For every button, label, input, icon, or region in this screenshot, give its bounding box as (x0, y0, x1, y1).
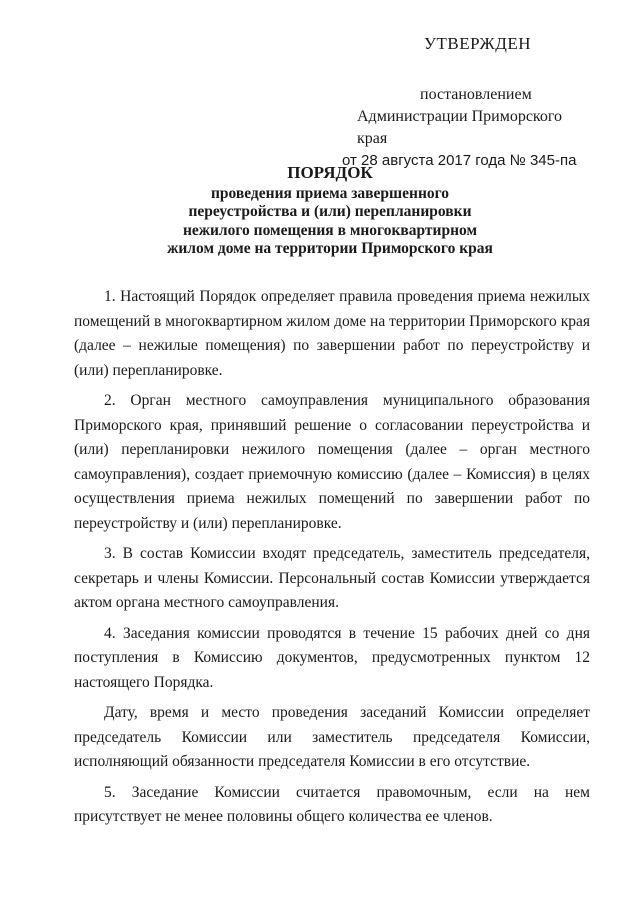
approval-reference (300, 84, 590, 172)
paragraph-3: 3. В состав Комиссии входят председатель, заместитель председателя, секретарь и члены Комиссии. Персональный состав Комиссии утверждается актом органа местного самоуправления. (74, 545, 590, 611)
title-line: жилом доме на территории Приморского края (167, 240, 493, 257)
approval-line-authority: Администрации Приморского края (357, 108, 563, 147)
paragraph-2: 2. Орган местного самоуправления муниципального образования Приморского края, принявший решение о согласовании переустройства и (или) перепланировки нежилого помещения (далее – орган местного самоуправления), создает приемочную комиссию (далее – Комиссия) в целях осуществления приема нежилых помещений по завершении работ по переустройству и (или) перепланировке. (74, 392, 590, 532)
paragraph-4: 4. Заседания комиссии проводятся в течение 15 рабочих дней со дня поступления в Комиссию документов, предусмотренных пунктом 12 настоящего Порядка. (74, 624, 590, 691)
document-title (80, 164, 580, 259)
title-line: проведения приема завершенного (210, 184, 450, 202)
title-line: переустройства и (или) перепланировки (188, 203, 472, 220)
paragraph-5: 5. Заседание Комиссии считается правомочным, если на нем присутствует не менее половины общего количества ее членов. (74, 783, 590, 825)
approval-line-decree: постановлением (420, 86, 532, 103)
approved-stamp-text: УТВЕРЖДЕН (424, 34, 531, 53)
title-main: ПОРЯДОК (287, 163, 373, 182)
approval-line-date-number: от 28 августа 2017 года № 345-па (342, 152, 577, 169)
title-line: нежилого помещения в многоквартирном (182, 221, 478, 239)
document-body (74, 285, 590, 836)
paragraph-1: 1. Настоящий Порядок определяет правила проведения приема нежилых помещений в многоквартирном жилом доме на территории Приморского края (далее – нежилые помещения) по завершении работ по переустройству и (или) перепланировке. (74, 288, 590, 379)
paragraph-4-continued: Дату, время и место проведения заседаний Комиссии определяет председатель Комиссии или заместитель председателя Комиссии, исполняющий обязанности председателя Комиссии в его отсутствие. (74, 704, 590, 770)
